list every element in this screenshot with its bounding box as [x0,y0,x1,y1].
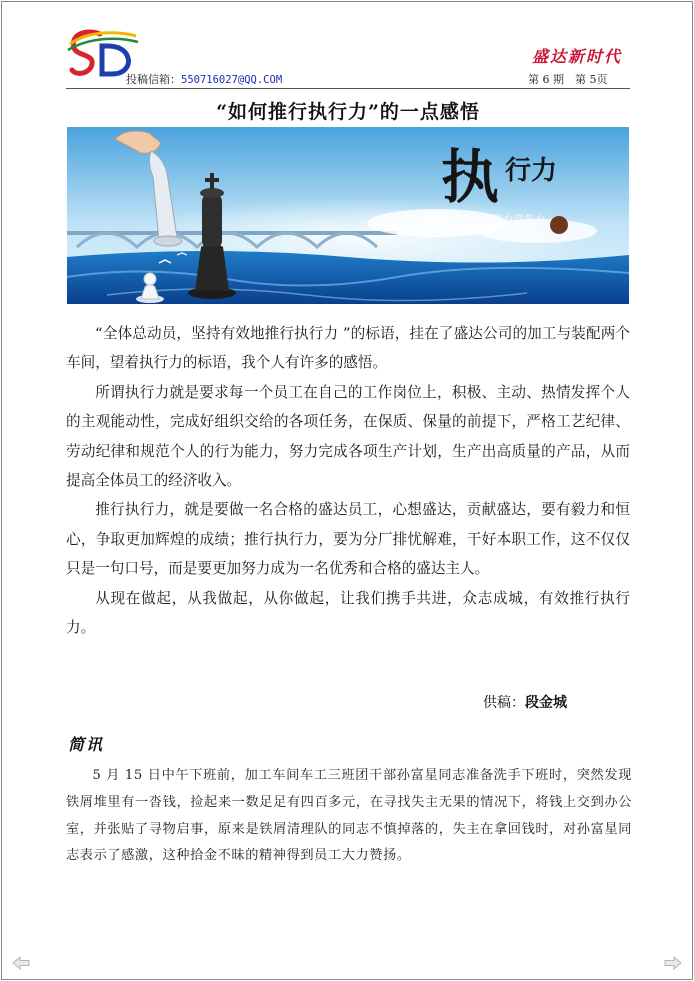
article-paragraph-1: “全体总动员，坚持有效地推行执行力 ”的标语，挂在了盛达公司的加工与装配两个车间，望着执行力的标语，我个人有许多的感悟。 [66,325,630,372]
byline-label: 供稿： [483,695,525,711]
arrow-left-icon[interactable] [12,955,30,969]
banner-calligraphy-side: 行力 [505,156,558,186]
contact-email: 550716027@QQ.COM [181,74,283,86]
article-byline [483,692,567,712]
article-body [66,319,630,642]
banner-calligraphy-main: 执 [441,143,500,211]
article-title: “如何推行执行力”的一点感悟 [216,101,480,123]
contact-label: 投稿信箱： [126,74,181,86]
news-body [66,763,632,870]
article-paragraph-3: 推行执行力，就是要做一名合格的盛达员工，心想盛达，贡献盛达，要有毅力和恒心，争取更加辉煌的成绩；推行执行力，要为分厂排忧解难，干好本职工作，这不仅仅只是一句口号，而是要更加努力成为一名优秀和合格的盛达主人。 [66,501,630,578]
byline-author: 段金城 [525,695,567,711]
seal-stamp-icon [550,216,568,234]
arrow-right-icon[interactable] [664,955,682,969]
contact-line [126,71,282,87]
banner-slogan-en: There is no execution, there is no competition [403,229,535,236]
article-paragraph-2: 所谓执行力就是要求每一个员工在自己的工作岗位上，积极、主动、热情发挥个人的主观能动性，完成好组织交给的各项任务，在保质、保量的前提下，严格工艺纪律、劳动纪律和规范个人的行为能力，努力完成各项生产计划，生产出高质量的产品，从而提高全体员工的经济收入。 [66,383,630,490]
article-paragraph-4: 从现在做起，从我做起，从你做起，让我们携手共进，众志成城，有效推行执行力。 [66,589,630,637]
header-divider [66,88,630,89]
masthead-title: 盛达新时代 [532,47,623,66]
news-paragraph: 5 月 15 日中午下班前，加工车间车工三班团干部孙富星同志准备洗手下班时，突然发现铁屑堆里有一沓钱，捡起来一数足足有四百多元，在寻找失主无果的情况下，将钱上交到办公室，并张贴了寻物启事，原来是铁屑清理队的同志不慎掉落的，失主在拿回钱时，对孙富星同志表示了感激，这种拾金不昧的精神得到员工大力赞扬。 [66,768,632,864]
issue-page-number: 第 6 期 第 5页 [528,73,608,86]
banner-slogan-cn: 没有执行力 就没有竞争力 [419,214,545,226]
news-heading: 简讯 [68,735,105,754]
banner-image [67,127,629,304]
